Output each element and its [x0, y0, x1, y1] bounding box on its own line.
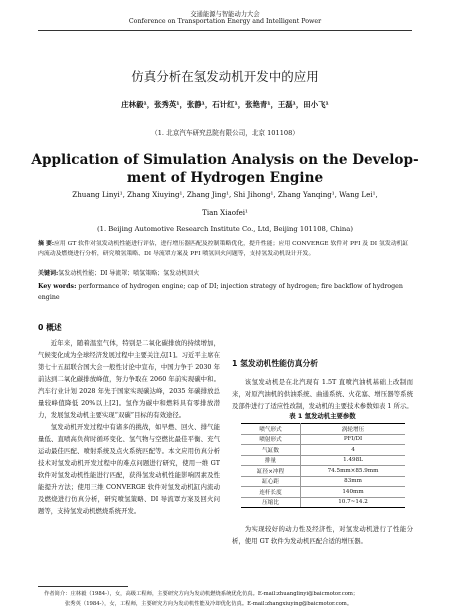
table-cell-value: 涡轮增压 — [301, 424, 405, 435]
abstract — [38, 239, 412, 259]
authors-en-line1: Zhuang Linyi¹, Zhang Xiuying¹, Zhang Jing¹, Shi Jihong¹, Zhang Yanqing¹, Wang Lei¹, — [72, 190, 378, 199]
table-cell-parameter: 缸心距 — [241, 476, 301, 487]
section-0-paragraph-2: 氢发动机开发过程中有诸多的挑战，如早燃、回火、排气能量低、直喷高负荷时循环变化、氢气物与空燃比最佳平衡、充气运动最佳匹配、喷射系统及点火系统匹配等。本文应用仿真分析技术对氢发动机开发过程中的难点问题进行研究，使用一维 GT 软件对氢发动机性能进行匹配，获得氢发动机性能影响因素及性能提升方法；使用三维 CONVERGE 软件对氢发动机缸内流动及燃烧进行仿真分析，研究喷氢策略、DI 导流罩方案及回火问题等，支持氢发动机燃烧系统开发。 — [38, 423, 220, 515]
affiliation-en: (1. Beijing Automotive Research Institute Co., Ltd, Beijing 101108, China) — [96, 225, 354, 233]
authors-cn: 庄林毅¹，张秀英¹，张静¹，石计红¹，张艳青¹，王磊¹，田小飞¹ — [121, 100, 329, 109]
table-cell-parameter: 喷气形式 — [241, 424, 301, 435]
table-1 — [241, 423, 405, 508]
title-en-line1: Application of Simulation Analysis on the Develop- — [31, 152, 419, 168]
abstract-text: 应用 GT 软件对氢发动机性能进行评估，进行增压器匹配及控制策略优化，提升性能；应用 CONVERGE 软件对 PFI 及 DI 氢发动机缸内流动及燃烧进行分析，研究喷氢策略、DI 导流罩方案及 PFI 喷氢回火问题等，支持氢发动机设计开发。 — [38, 241, 409, 257]
section-1-body-continued — [232, 523, 413, 547]
footnote-line-1: 作者简介：庄林毅（1984-），女，高级工程师，主要研究方向为发动机燃烧系统优化仿真。E-mail:zhuanglinyi@baicmotor.com； — [44, 591, 359, 597]
table-row — [241, 487, 405, 498]
keywords-en — [38, 282, 412, 303]
table-row — [241, 434, 405, 445]
keywords-cn-label: 关键词: — [38, 270, 59, 277]
table-cell-value: PFI/DI — [301, 434, 405, 445]
table-row — [241, 424, 405, 435]
table-cell-value: 83mm — [301, 476, 405, 487]
table-row — [241, 445, 405, 456]
keywords-cn-text: 氢发动机性能；DI 导流罩；喷氢策略；氢发动机回火 — [58, 270, 200, 277]
table-cell-parameter: 气缸数 — [241, 445, 301, 456]
section-1-body — [232, 376, 413, 412]
section-1-heading: 1 氢发动机性能仿真分析 — [232, 359, 319, 368]
table-cell-parameter: 压缩比 — [241, 497, 301, 508]
conference-name-cn: 交通能源与智能动力大会 — [190, 11, 260, 18]
footnote-rule — [38, 586, 128, 587]
keywords-cn — [38, 268, 412, 277]
section-0-body — [38, 337, 220, 517]
section-0-heading: 0 概述 — [38, 323, 62, 332]
title-en — [0, 152, 450, 187]
abstract-label: 摘 要: — [38, 240, 55, 247]
table-cell-parameter: 喷射形式 — [241, 434, 301, 445]
table-row — [241, 476, 405, 487]
table-cell-value: 74.5mm×85.9mm — [301, 466, 405, 477]
table-cell-parameter: 缸径×冲程 — [241, 466, 301, 477]
keywords-en-label: Key words: — [38, 283, 77, 290]
authors-en-line2: Tian Xiaofei¹ — [202, 208, 248, 217]
table-cell-value: 140mm — [301, 487, 405, 498]
table-cell-value: 10.7~14.2 — [301, 497, 405, 508]
table-1-caption: 表 1 氢发动机主要参数 — [289, 412, 356, 420]
keywords-en-text: performance of hydrogen engine; cap of DI; injection strategy of hydrogen; fire backflow of hydrogen engine — [38, 283, 403, 301]
header-rule — [38, 30, 412, 31]
table-cell-value: 4 — [301, 445, 405, 456]
table-row — [241, 497, 405, 508]
affiliation-cn: （1. 北京汽车研究总院有限公司，北京 101108） — [151, 129, 299, 137]
title-cn: 仿真分析在氢发动机开发中的应用 — [131, 69, 319, 84]
table-row — [241, 466, 405, 477]
footnote-line-2: 张秀英（1984-），女，工程师，主要研究方向为发动机性能及冷却优化仿真。E-mail:zhangxiuying@baicmotor.com。 — [65, 601, 353, 607]
section-1-paragraph-1: 该氢发动机是在北汽现有 1.5T 直喷汽油机基础上改制而来，对原汽油机的供油系统、曲通系统、火花塞、增压器等系统及部件进行了适应性改制，发动机的主要技术参数如表 1 所示。 — [232, 378, 413, 410]
title-en-line2: ment of Hydrogen Engine — [126, 169, 324, 186]
table-row — [241, 455, 405, 466]
table-cell-parameter: 连杆长度 — [241, 487, 301, 498]
section-0-paragraph-1: 近年来，随着温室气体，特别是二氧化碳排放的持续增加，气候变化成为全球经济发展过程中主要关注点[1]。习近平主席在第七十五届联合国大会一般性讨论中宣布，中国力争于 2030 年前达到二氧化碳排放峰值，努力争取在 2060 年前实现碳中和。汽车行业计划 2028 年先于国家实现碳达峰，2035 年碳排放总量较峰值降低 20%以上[2]。氢作为碳中和燃料具有零排放潜力，发展氢发动机主要实现“双碳”目标的有效途径。 — [38, 339, 220, 419]
conference-name-en: Conference on Transportation Energy and Intelligent Power — [128, 18, 322, 25]
table-cell-value: 1.498L — [301, 455, 405, 466]
section-1-paragraph-2: 为实现较好的动力性及经济性，对氢发动机进行了性能分析，使用 GT 软件为发动机匹配合适的增压器。 — [232, 525, 413, 545]
table-cell-parameter: 排量 — [241, 455, 301, 466]
